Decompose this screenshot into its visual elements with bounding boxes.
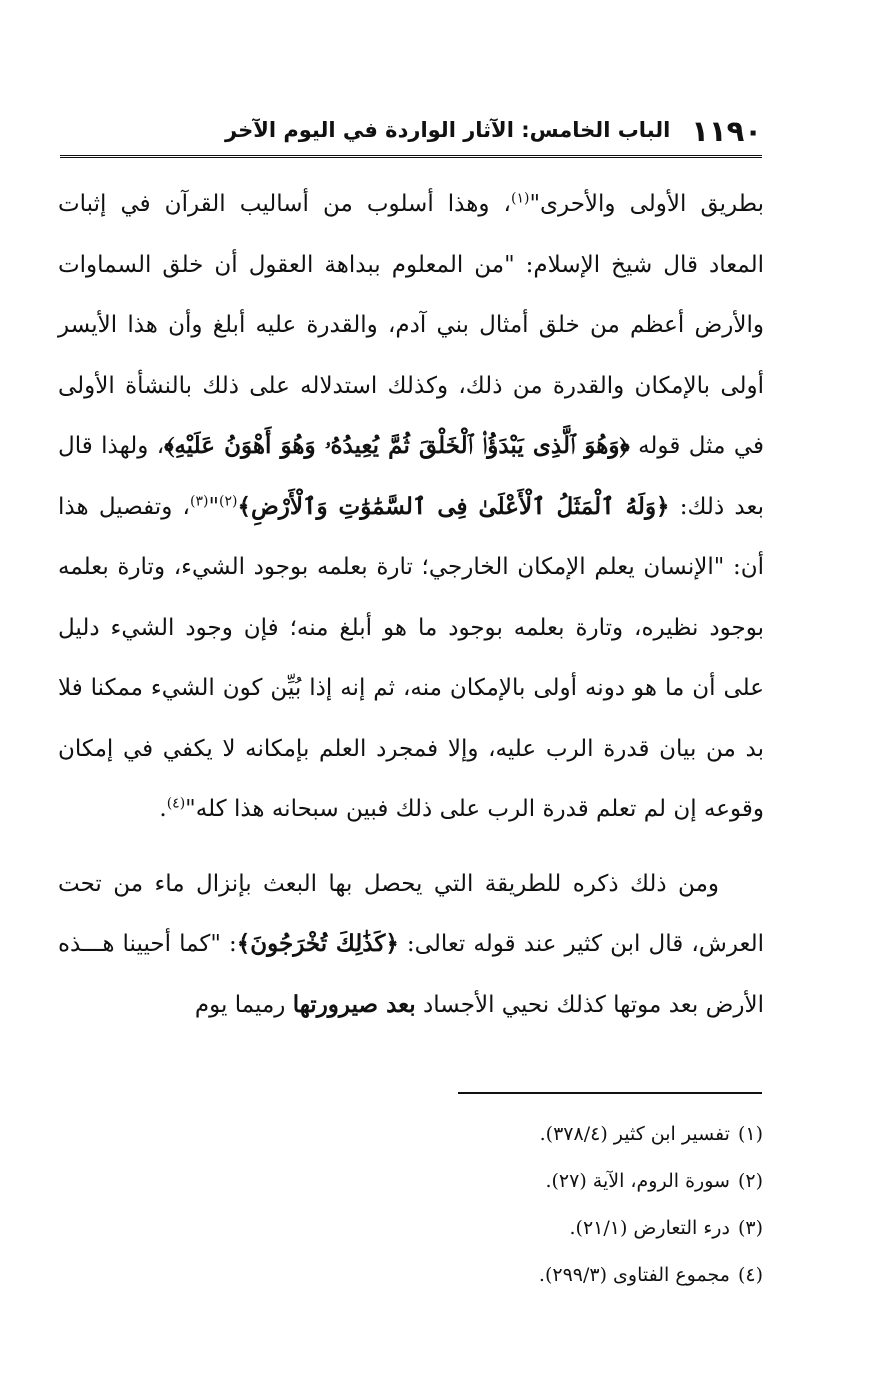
quran-verse: ﴿كَذَٰلِكَ تُخْرَجُونَ﴾ <box>236 930 399 957</box>
text-run: ومن ذلك ذكره للطريقة التي يحصل بها البعث بإنزال ماء من تحت العرش، قال ابن كثير عند قوله تعالى: <box>58 870 765 957</box>
footnote-text: سورة الروم، الآية (٢٧). <box>545 1170 730 1192</box>
footnote-number: (٢) <box>737 1170 763 1192</box>
text-run: ، ولهذا قال بعد ذلك: <box>58 433 765 520</box>
footnote-marker[interactable]: (٤) <box>166 795 186 812</box>
chapter-title: الباب الخامس: الآثار الواردة في اليوم الآخر <box>225 118 671 142</box>
footnote-4 <box>539 1256 763 1303</box>
text-run: " <box>208 493 220 520</box>
text-run: ، وهذا أسلوب من أساليب القرآن في إثبات المعاد قال شيخ الإسلام: "من المعلوم ببداهة العقول أن خلق السماوات والأرض أعظم من خلق أمثال بني آدم، والقدرة عليه أبلغ وأن هذا الأيسر أولى بالإمكان والقدرة من ذلك، وكذلك استدلاله على ذلك بالنشأة الأولى في مثل قوله <box>58 191 764 459</box>
text-run: . <box>159 796 167 822</box>
footnote-3 <box>539 1209 763 1256</box>
footnote-1 <box>539 1115 763 1162</box>
footnote-rule <box>458 1092 762 1094</box>
page-header <box>60 112 762 152</box>
text-run: رميما يوم <box>194 991 286 1018</box>
footnote-marker[interactable]: (١) <box>510 190 530 207</box>
footnote-number: (٣) <box>737 1217 763 1239</box>
body-text <box>58 174 764 1035</box>
quran-verse: ﴿وَهُوَ ٱلَّذِى يَبْدَؤُا۟ ٱلْخَلْقَ ثُمَّ يُعِيدُهُۥ وَهُوَ أَهْوَنُ عَلَيْهِ﴾ <box>164 432 630 459</box>
footnote-marker[interactable]: (٣) <box>189 492 209 509</box>
footnote-number: (١) <box>737 1123 763 1145</box>
footnote-number: (٤) <box>737 1264 763 1286</box>
page-number: ١١٩٠ <box>691 114 762 148</box>
text-run: ، وتفصيل هذا أن: "الإنسان يعلم الإمكان الخارجي؛ تارة بعلمه بوجود الشيء، وتارة بعلمه بوجود نظيره، وتارة بعلمه بوجود ما هو أبلغ منه؛ فإن وجود الشيء دليل على أن ما هو دونه أولى بالإمكان منه، ثم إنه إذا بُيِّن كون الشيء ممكنا فلا بد من بيان قدرة الرب عليه، وإلا فمجرد العلم بإمكانه لا يكفي في إمكان وقوعه إن لم تعلم قدرة الرب على ذلك فبين سبحانه هذا كله" <box>58 493 764 822</box>
footnote-text: درء التعارض (٢١/١). <box>569 1217 730 1239</box>
paragraph-2 <box>58 854 764 1036</box>
footnotes <box>539 1115 763 1303</box>
quran-verse: ﴿وَلَهُ ٱلْمَثَلُ ٱلْأَعْلَىٰ فِى ٱلسَّمَٰوَٰتِ وَٱلْأَرْضِ﴾ <box>237 492 670 520</box>
text-run: بطريق الأولى والأحرى" <box>529 191 765 217</box>
text-run: : "كما أحيينا هـــذه الأرض بعد موتها كذلك نحيي الأجساد <box>58 931 764 1018</box>
footnote-text: مجموع الفتاوى (٢٩٩/٣). <box>538 1264 730 1286</box>
footnote-marker[interactable]: (٢) <box>219 492 238 509</box>
header-rule <box>60 155 762 158</box>
footnote-text: تفسير ابن كثير (٣٧٨/٤). <box>539 1123 730 1145</box>
paragraph-1 <box>58 174 764 840</box>
footnote-2 <box>539 1162 763 1209</box>
bold-phrase: بعد صيرورتها <box>292 990 416 1018</box>
